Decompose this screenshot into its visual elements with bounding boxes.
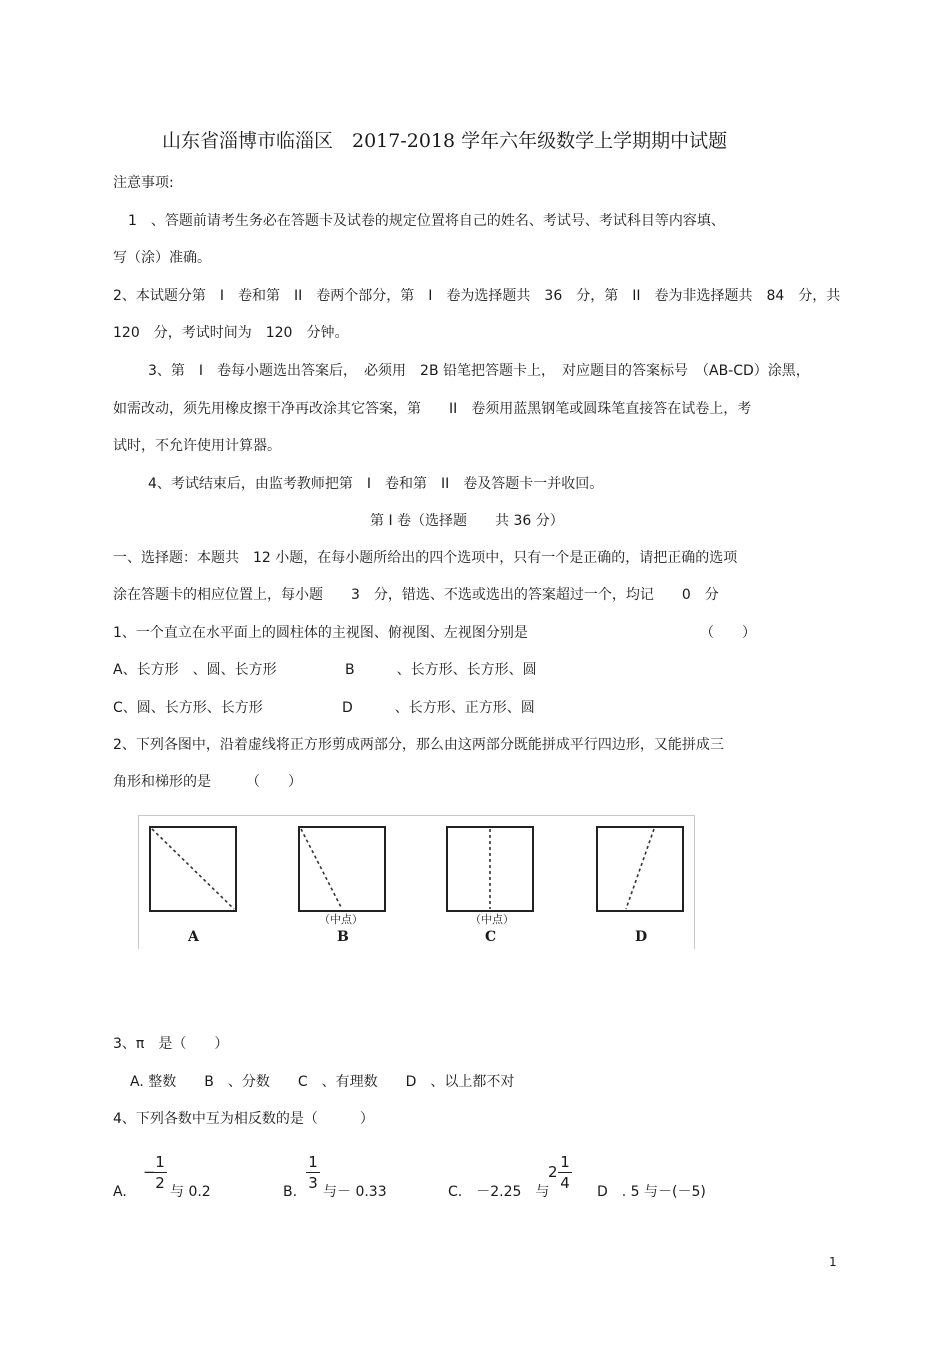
cut-line-b [300,828,384,910]
section-heading: 第 I 卷（选择题 共 36 分） [370,513,564,529]
question-4: 4、下列各数中互为相反数的是（ ） [113,1111,374,1127]
fraction-numerator: 1 [560,1153,570,1171]
question-4-option-c-text: C. －2.25 与 [448,1184,550,1200]
question-3: 3、π 是（ ） [113,1036,229,1052]
question-1-option-c: C、圆、长方形、长方形 [113,700,263,716]
question-1-answer-paren: （ ） [700,625,756,641]
question-4-option-a-label: A. [113,1184,127,1200]
note-3-line-2: 如需改动，须先用橡皮擦干净再改涂其它答案，第 II 卷须用蓝黑钢笔或圆珠笔直接答在试卷上，考 [113,401,752,417]
part-1-instructions-line-2: 涂在答题卡的相应位置上，每小题 3 分，错选、不选或选出的答案超过一个，均记 0 分 [113,587,719,603]
fraction-numerator: 1 [308,1153,318,1171]
square-c [446,826,534,912]
fraction-denominator: 3 [308,1174,318,1192]
fraction-bar [306,1172,320,1173]
diagonal-cut-line-a [151,828,235,910]
fraction-one-half [153,1154,167,1191]
fraction-bar [558,1172,572,1173]
question-4-option-b-text: 与－ 0.33 [323,1184,387,1200]
question-4-option-a-minus: − [143,1163,156,1181]
fraction-numerator: 1 [155,1153,165,1171]
question-1-option-d: D 、长方形、正方形、圆 [342,700,535,716]
note-3-line-1: 3、第 I 卷每小题选出答案后， 必须用 2B 铅笔把答题卡上， 对应题目的答案标号 （AB-CD）涂黑， [148,363,810,379]
fraction-denominator: 4 [560,1174,570,1192]
note-3-line-3: 试时，不允许使用计算器。 [113,438,281,454]
page-title: 山东省淄博市临淄区 2017-2018 学年六年级数学上学期期中试题 [162,130,728,152]
question-4-option-b-label: B. [283,1184,298,1200]
question-4-option-a-text: 与 0.2 [170,1184,211,1200]
figure-label-d: D [635,929,648,945]
notes-heading: 注意事项: [113,175,174,191]
fraction-one-quarter [558,1154,572,1191]
note-4: 4、考试结束后，由监考教师把第 I 卷和第 II 卷及答题卡一并收回。 [148,476,604,492]
question-2-line-1: 2、下列各图中，沿着虚线将正方形剪成两部分，那么由这两部分既能拼成平行四边形，又能拼成三 [113,737,724,753]
fraction-one-third [306,1154,320,1191]
figure-label-b: B [337,929,349,945]
part-1-instructions-line-1: 一、选择题：本题共 12 小题，在每小题所给出的四个选项中，只有一个是正确的，请把正确的选项 [113,550,738,566]
mixed-number-whole: 2 [548,1163,558,1181]
midpoint-label-b: （中点） [319,913,363,926]
figure-label-a: A [188,929,199,945]
fraction-denominator: 2 [155,1174,165,1192]
question-2-line-2: 角形和梯形的是 （ ） [113,774,302,790]
figure-label-c: C [485,929,497,945]
note-2-line-1: 2、本试题分第 I 卷和第 II 卷两个部分，第 I 卷为选择题共 36 分，第 II 卷为非选择题共 84 分，共 [113,288,841,304]
cut-line-d [598,828,682,910]
question-4-option-d: D . 5 与－(－5) [597,1184,706,1200]
midpoint-label-c: （中点） [470,913,514,926]
note-1-line-2: 写（涂）准确。 [113,250,211,266]
question-1-option-b: B 、长方形、长方形、圆 [345,662,537,678]
note-2-line-2: 120 分，考试时间为 120 分钟。 [113,325,349,341]
square-a [149,826,237,912]
note-1-line-1: 1 、答题前请考生务必在答题卡及试卷的规定位置将自己的姓名、考试号、考试科目等内容填、 [128,213,725,229]
square-b [298,826,386,912]
fraction-bar [153,1172,167,1173]
page-number: 1 [829,1255,837,1269]
square-d [596,826,684,912]
question-1-option-a: A、长方形 、圆、长方形 [113,662,277,678]
question-3-options: A. 整数 B 、分数 C 、有理数 D 、以上都不对 [130,1074,515,1090]
cut-line-c [448,828,532,910]
question-1: 1、一个直立在水平面上的圆柱体的主视图、俯视图、左视图分别是 [113,625,528,641]
question-2-figure [138,815,695,949]
